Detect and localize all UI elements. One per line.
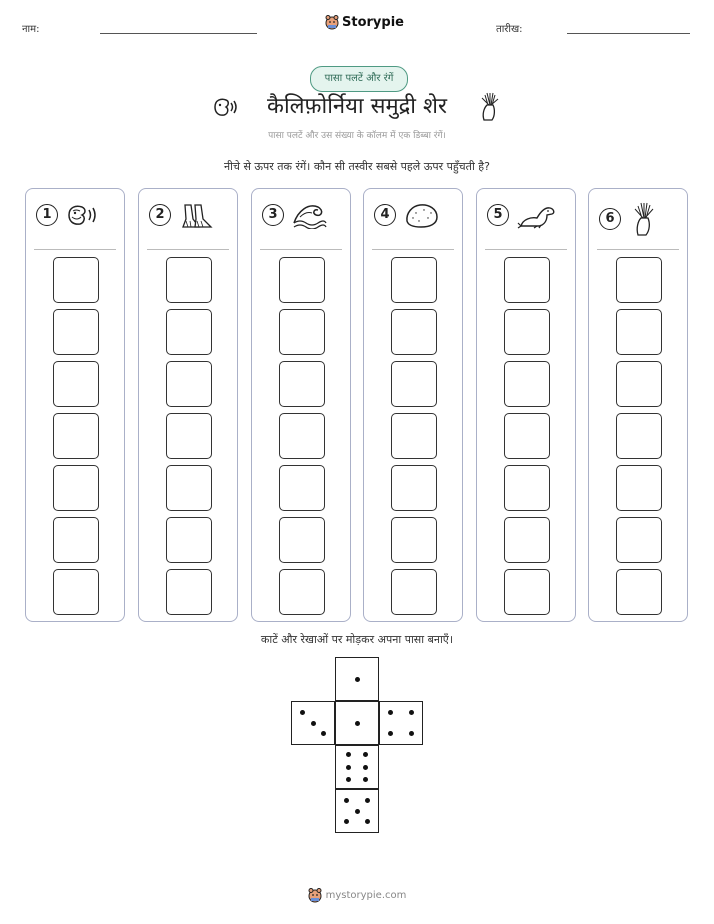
sea-lion-icon xyxy=(517,201,557,229)
date-label: तारीख: xyxy=(496,24,523,35)
date-line[interactable] xyxy=(567,33,690,34)
color-box[interactable] xyxy=(391,465,437,511)
activity-tag: पासा पलटें और रंगें xyxy=(310,66,408,92)
dice-pip xyxy=(346,765,351,770)
dice-pip xyxy=(346,752,351,757)
footer-url: mystorypie.com xyxy=(325,889,407,901)
color-box[interactable] xyxy=(616,309,662,355)
color-box[interactable] xyxy=(53,569,99,615)
color-box[interactable] xyxy=(391,257,437,303)
dice-pip xyxy=(409,710,414,715)
dice-pip xyxy=(365,819,370,824)
color-box[interactable] xyxy=(166,569,212,615)
dice-pip xyxy=(344,819,349,824)
dice-pip xyxy=(363,777,368,782)
color-box[interactable] xyxy=(53,413,99,459)
column-number: 4 xyxy=(374,204,396,226)
wave-icon xyxy=(292,201,328,229)
color-box[interactable] xyxy=(391,309,437,355)
color-box[interactable] xyxy=(53,517,99,563)
dice-pip xyxy=(363,765,368,770)
color-box[interactable] xyxy=(504,569,550,615)
page-subtitle: पासा पलटें और उस संख्या के कॉलम में एक डिब्बा रंगें। xyxy=(268,131,446,141)
dice-pip xyxy=(300,710,305,715)
dice-pip xyxy=(388,710,393,715)
dice-pip xyxy=(311,721,316,726)
color-box[interactable] xyxy=(616,465,662,511)
color-box[interactable] xyxy=(279,309,325,355)
name-line[interactable] xyxy=(100,33,257,34)
dice-pip xyxy=(344,798,349,803)
dice-face-1 xyxy=(335,657,379,701)
dice-face-5 xyxy=(335,789,379,833)
page-title: कैलिफ़ोर्निया समुद्री शेर xyxy=(267,94,447,119)
color-box[interactable] xyxy=(504,413,550,459)
color-box[interactable] xyxy=(391,361,437,407)
dice-pip xyxy=(355,677,360,682)
color-box[interactable] xyxy=(616,257,662,303)
dice-column-6 xyxy=(588,188,688,622)
color-box[interactable] xyxy=(166,257,212,303)
dice-pip xyxy=(321,731,326,736)
footer xyxy=(0,887,714,903)
dice-column-5 xyxy=(476,188,576,622)
color-box[interactable] xyxy=(53,257,99,303)
brand-name: Storypie xyxy=(342,14,404,30)
column-number: 1 xyxy=(36,204,58,226)
cut-fold-instruction: काटें और रेखाओं पर मोड़कर अपना पासा बनाएँ। xyxy=(260,633,454,646)
column-number: 5 xyxy=(487,204,509,226)
color-box[interactable] xyxy=(504,257,550,303)
color-box[interactable] xyxy=(279,361,325,407)
column-number: 2 xyxy=(149,204,171,226)
flippers-icon xyxy=(179,201,215,229)
color-box[interactable] xyxy=(504,517,550,563)
dice-pip xyxy=(355,809,360,814)
dice-pip xyxy=(363,752,368,757)
color-box[interactable] xyxy=(166,361,212,407)
dice-face-6 xyxy=(335,745,379,789)
dice-pip xyxy=(388,731,393,736)
color-box[interactable] xyxy=(391,517,437,563)
color-box[interactable] xyxy=(279,465,325,511)
dice-pip xyxy=(346,777,351,782)
brand-logo xyxy=(325,14,404,30)
color-box[interactable] xyxy=(166,309,212,355)
column-number: 6 xyxy=(599,208,621,230)
color-box[interactable] xyxy=(504,361,550,407)
color-box[interactable] xyxy=(53,309,99,355)
color-box[interactable] xyxy=(391,413,437,459)
color-box[interactable] xyxy=(53,465,99,511)
color-box[interactable] xyxy=(166,517,212,563)
sea-anemone-icon xyxy=(478,92,500,126)
color-box[interactable] xyxy=(504,309,550,355)
storypie-mascot-icon xyxy=(325,14,339,30)
color-box[interactable] xyxy=(279,257,325,303)
dice-column-2 xyxy=(138,188,238,622)
sea-lion-barking-icon xyxy=(66,201,102,229)
color-box[interactable] xyxy=(616,361,662,407)
color-box[interactable] xyxy=(616,517,662,563)
color-box[interactable] xyxy=(279,413,325,459)
dice-column-3 xyxy=(251,188,351,622)
dice-face-4 xyxy=(379,701,423,745)
color-box[interactable] xyxy=(279,569,325,615)
rock-icon xyxy=(404,201,440,229)
color-box[interactable] xyxy=(616,569,662,615)
color-box[interactable] xyxy=(279,517,325,563)
color-box[interactable] xyxy=(166,465,212,511)
storypie-mascot-icon xyxy=(308,887,322,903)
color-box[interactable] xyxy=(391,569,437,615)
dice-face-1 xyxy=(335,701,379,745)
color-box[interactable] xyxy=(616,413,662,459)
dice-pip xyxy=(409,731,414,736)
coloring-instruction: नीचे से ऊपर तक रंगें। कौन सी तस्वीर सबसे पहले ऊपर पहुँचती है? xyxy=(224,160,490,173)
dice-column-4 xyxy=(363,188,463,622)
sea-anemone-icon xyxy=(629,201,659,237)
dice-column-1 xyxy=(25,188,125,622)
color-box[interactable] xyxy=(53,361,99,407)
name-label: नाम: xyxy=(22,24,40,35)
dice-face-3 xyxy=(291,701,335,745)
color-box[interactable] xyxy=(166,413,212,459)
color-box[interactable] xyxy=(504,465,550,511)
dice-pip xyxy=(355,721,360,726)
column-number: 3 xyxy=(262,204,284,226)
dice-pip xyxy=(365,798,370,803)
